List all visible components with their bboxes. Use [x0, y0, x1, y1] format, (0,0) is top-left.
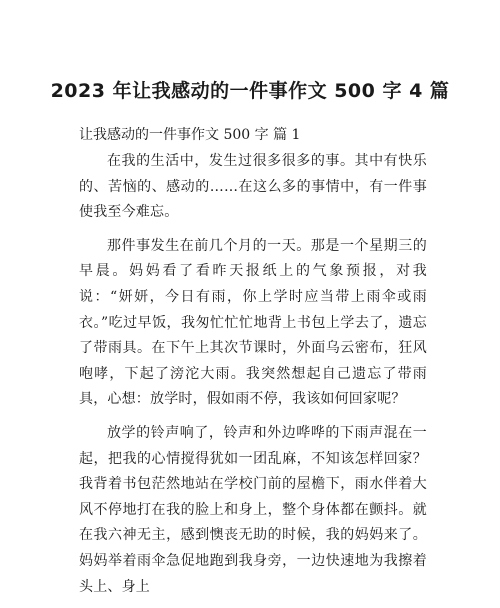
paragraph-2: 那件事发生在前几个月的一天。那是一个星期三的早晨。妈妈看了看昨天报纸上的气象预报，对我说：“妍妍，今日有雨，你上学时应当带上雨伞或雨衣。”吃过早饭，我匆忙忙忙地背上书包上学去了，遗忘了带雨具。在下午上其次节课时，外面乌云密布，狂风咆哮，下起了滂沱大雨。我突然想起自己遗忘了带雨具，心想：放学时，假如雨不停，我该如何回家呢？: [79, 237, 427, 408]
paragraph-1: 在我的生活中，发生过很多很多的事。其中有快乐的、苦恼的、感动的……在这么多的事情中，有一件事使我至今难忘。: [79, 153, 427, 221]
document-title: 2023 年让我感动的一件事作文 500 字 4 篇: [50, 80, 450, 102]
essay-body: [79, 149, 427, 608]
essay-subtitle: 让我感动的一件事作文 500 字 篇 1: [79, 127, 301, 143]
paragraph-3: 放学的铃声响了，铃声和外边哗哗的下雨声混在一起，把我的心情搅得犹如一团乱麻，不知该怎样回家？我背着书包茫然地站在学校门前的屋檐下，雨水伴着大风不停地打在我的脸上和身上，整个身体都在颤抖。就在我六神无主，感到懊丧无助的时候，我的妈妈来了。妈妈举着雨伞急促地跑到我身旁，一边快速地为我擦着头上、身上: [79, 424, 427, 595]
